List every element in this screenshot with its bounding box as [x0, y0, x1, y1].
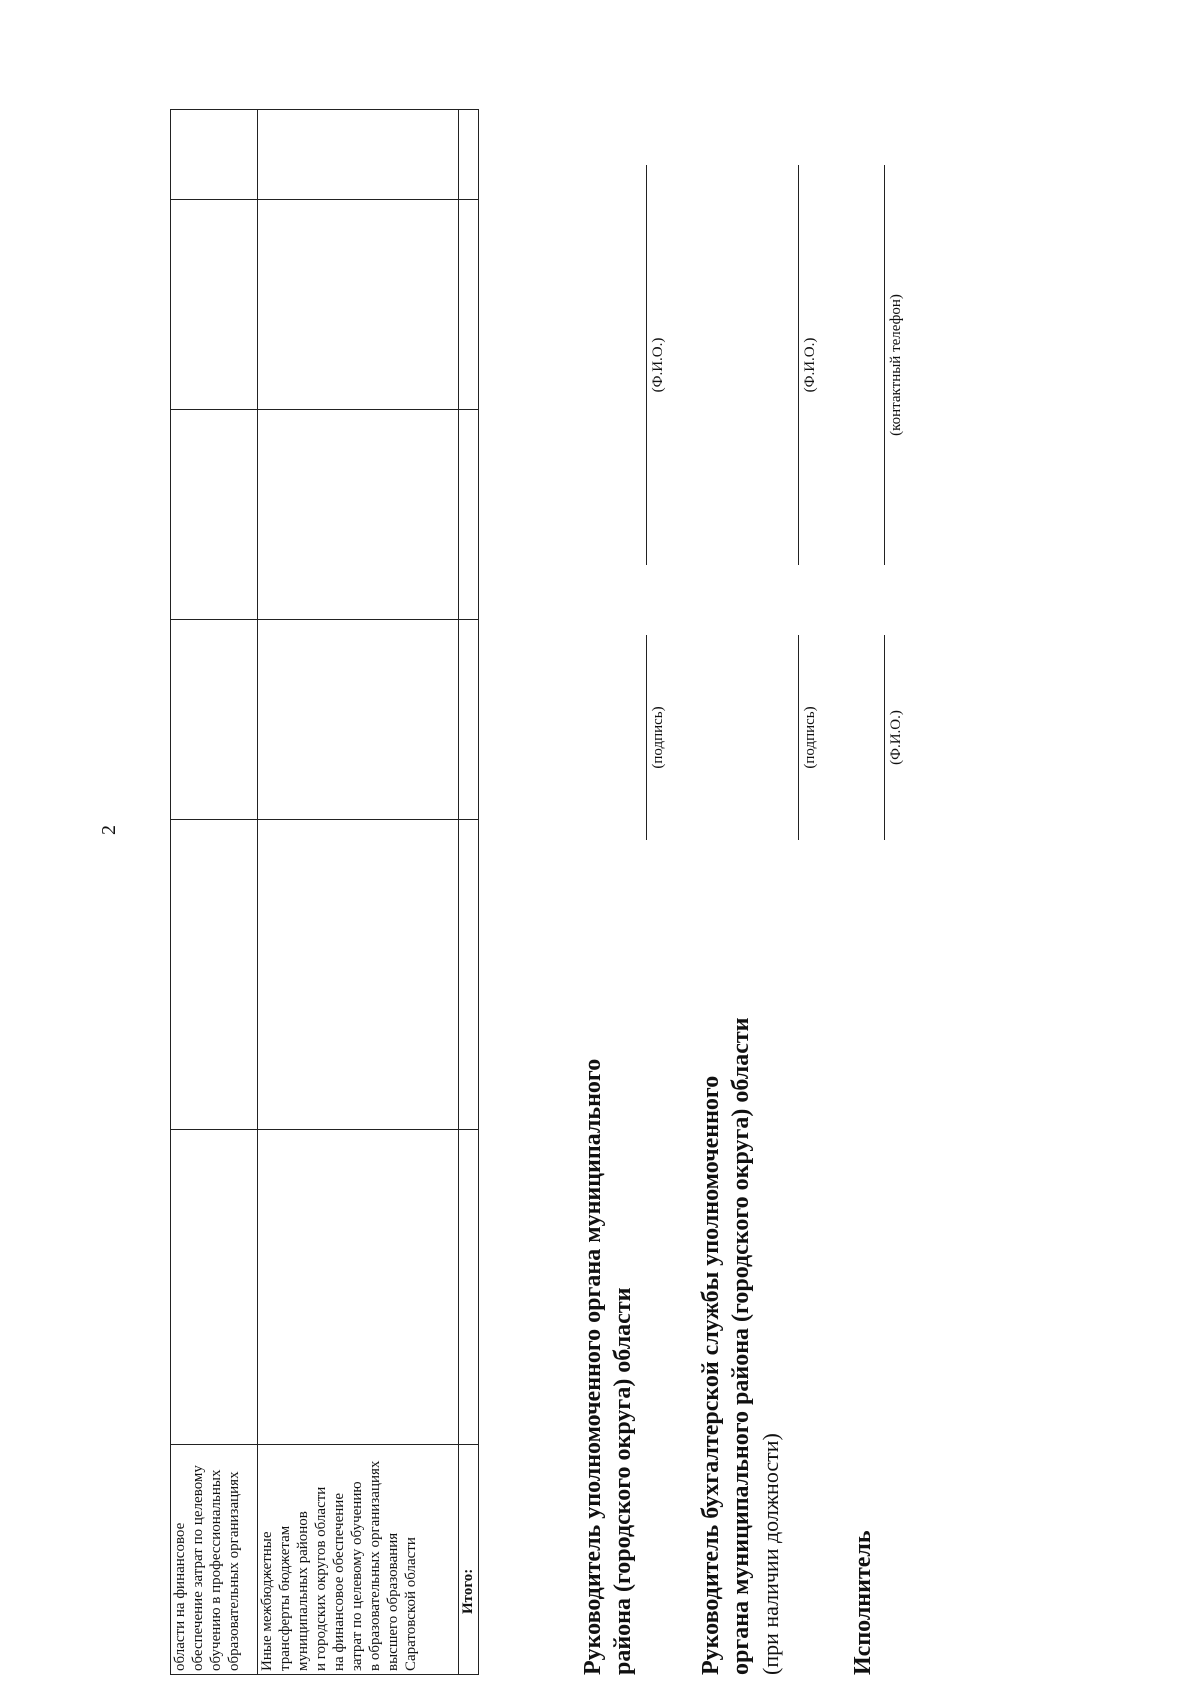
table-cell	[171, 620, 258, 820]
table-cell	[171, 110, 258, 200]
accounting-name-caption: (Ф.И.О.)	[802, 337, 818, 393]
head-name-caption: (Ф.И.О.)	[650, 337, 666, 393]
table-row	[171, 110, 258, 1675]
table-cell	[459, 110, 479, 200]
accounting-signature-caption: (подпись)	[802, 706, 818, 769]
table-cell	[258, 200, 459, 410]
executor-phone-line[interactable]	[884, 165, 885, 565]
executor-phone-caption: (контактный телефон)	[888, 294, 904, 436]
table-cell	[258, 1130, 459, 1445]
report-table	[170, 109, 479, 1675]
head-signature-line[interactable]	[646, 635, 647, 840]
accounting-signature-title: Руководитель бухгалтерской службы уполномоченного органа муниципального района (городского округа) области	[698, 1017, 754, 1675]
head-signature-title: Руководитель уполномоченного органа муниципального района (городского округа) области	[580, 1058, 636, 1675]
table-cell	[459, 1130, 479, 1445]
table-cell	[171, 820, 258, 1130]
table-cell	[171, 410, 258, 620]
table-cell	[258, 820, 459, 1130]
table-cell	[171, 200, 258, 410]
executor-title: Исполнитель	[850, 1530, 876, 1675]
table-cell	[459, 820, 479, 1130]
head-signature-caption: (подпись)	[650, 706, 666, 769]
head-name-line[interactable]	[646, 165, 647, 565]
table-cell	[459, 410, 479, 620]
rotated-page-content	[98, 65, 1098, 1675]
table-cell	[459, 200, 479, 410]
accounting-name-line[interactable]	[798, 165, 799, 565]
executor-name-caption: (Ф.И.О.)	[888, 710, 904, 765]
row-description: области на финансовое обеспечение затрат по целевому обучению в профессиональных образовательных организациях	[171, 1445, 258, 1675]
total-row	[459, 110, 479, 1675]
table-cell	[258, 110, 459, 200]
executor-name-line[interactable]	[884, 635, 885, 840]
total-label: Итого:	[459, 1445, 479, 1675]
table-cell	[459, 620, 479, 820]
row-description: Иные межбюджетные трансферты бюджетам муниципальных районов и городских округов области на финансовое обеспечение затрат по целевому обучению в образовательных организациях высшего образования Саратовской области	[258, 1445, 459, 1675]
accounting-position-note: (при наличии должности)	[758, 1433, 783, 1675]
page-number: 2	[98, 825, 120, 835]
accounting-signature-line[interactable]	[798, 635, 799, 840]
table-row	[258, 110, 459, 1675]
table-cell	[258, 620, 459, 820]
table-cell	[258, 410, 459, 620]
table-cell	[171, 1130, 258, 1445]
